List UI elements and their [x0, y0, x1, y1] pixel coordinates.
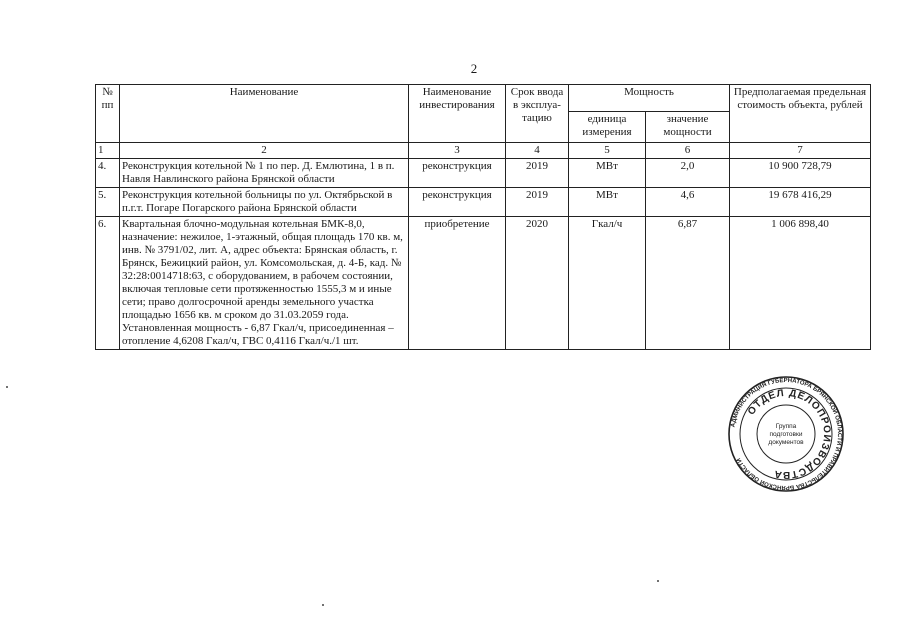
row-number: 5. [96, 188, 120, 217]
col-number: 1 [96, 143, 120, 159]
row-unit: Гкал/ч [569, 217, 646, 350]
table-row [96, 188, 871, 217]
col-number: 4 [506, 143, 569, 159]
row-investment: реконструкция [409, 188, 506, 217]
col-number: 3 [409, 143, 506, 159]
row-name: Реконструкция котельной № 1 по пер. Д. Емлютина, 1 в п. Навля Навлинского района Брянской области [120, 159, 409, 188]
stamp-line: Группа [775, 423, 797, 430]
stamp-graphic [728, 376, 844, 492]
row-year: 2019 [506, 159, 569, 188]
col-number: 5 [569, 143, 646, 159]
header-value: значение мощности [646, 112, 730, 143]
row-unit: МВт [569, 159, 646, 188]
page-number: 2 [470, 61, 478, 76]
scan-speck [657, 580, 659, 582]
row-name: Квартальная блочно-модульная котельная БМК-8,0, назначение: нежилое, 1-этажный, общая площадь 170 кв. м, инв. № 3791/02, лит. А, адрес объекта: Брянская область, г. Брянск, Бежицкий район, ул. Комсомольская, д. 4-Б, кад. № 32:28:0014718:63, с оборудованием, в рабочем состоянии, включая тепловые сети протяженностью 1555,3 м и иные сети; право долгосрочной аренды земельного участка площадью 1656 кв. м сроком до 31.03.2059 года. Установленная мощность - 6,87 Гкал/ч, присоединенная – отопление 4,6208 Гкал/ч, ГВС 0,4116 Гкал/ч./1 шт. [120, 217, 409, 350]
stamp-line: документов [768, 439, 804, 446]
header-power: Мощность [569, 85, 730, 112]
investment-table [95, 84, 871, 350]
row-value: 6,87 [646, 217, 730, 350]
table-row [96, 159, 871, 188]
column-number-row [96, 143, 871, 159]
row-number: 6. [96, 217, 120, 350]
stamp-outer-text: АДМИНИСТРАЦИЯ ГУБЕРНАТОРА БРЯНСКОЙ ОБЛАСТИ И ПРАВИТЕЛЬСТВА БРЯНСКОЙ ОБЛАСТИ [730, 377, 843, 491]
row-name: Реконструкция котельной больницы по ул. Октябрьской в п.г.т. Погаре Погарского района Брянской области [120, 188, 409, 217]
row-investment: реконструкция [409, 159, 506, 188]
row-value: 4,6 [646, 188, 730, 217]
row-year: 2019 [506, 188, 569, 217]
header-name: Наименование [120, 85, 409, 143]
stamp-ring-text: ОТДЕЛ ДЕЛОПРОИЗВОДСТВА [745, 387, 833, 481]
header-row [96, 85, 871, 112]
row-value: 2,0 [646, 159, 730, 188]
row-unit: МВт [569, 188, 646, 217]
office-stamp [728, 376, 844, 492]
row-cost: 19 678 416,29 [730, 188, 871, 217]
col-number: 6 [646, 143, 730, 159]
header-cost: Предполагаемая предельная стоимость объекта, рублей [730, 85, 871, 143]
row-number: 4. [96, 159, 120, 188]
header-term: Срок ввода в эксплуа-тацию [506, 85, 569, 143]
header-investment: Наименование инвестирования [409, 85, 506, 143]
scan-speck [6, 386, 8, 388]
scan-speck [322, 604, 324, 606]
col-number: 7 [730, 143, 871, 159]
col-number: 2 [120, 143, 409, 159]
table-row [96, 217, 871, 350]
row-cost: 1 006 898,40 [730, 217, 871, 350]
header-unit: единица измерения [569, 112, 646, 143]
header-num: № пп [96, 85, 120, 143]
row-year: 2020 [506, 217, 569, 350]
row-cost: 10 900 728,79 [730, 159, 871, 188]
row-investment: приобретение [409, 217, 506, 350]
stamp-line: подготовки [769, 431, 803, 438]
